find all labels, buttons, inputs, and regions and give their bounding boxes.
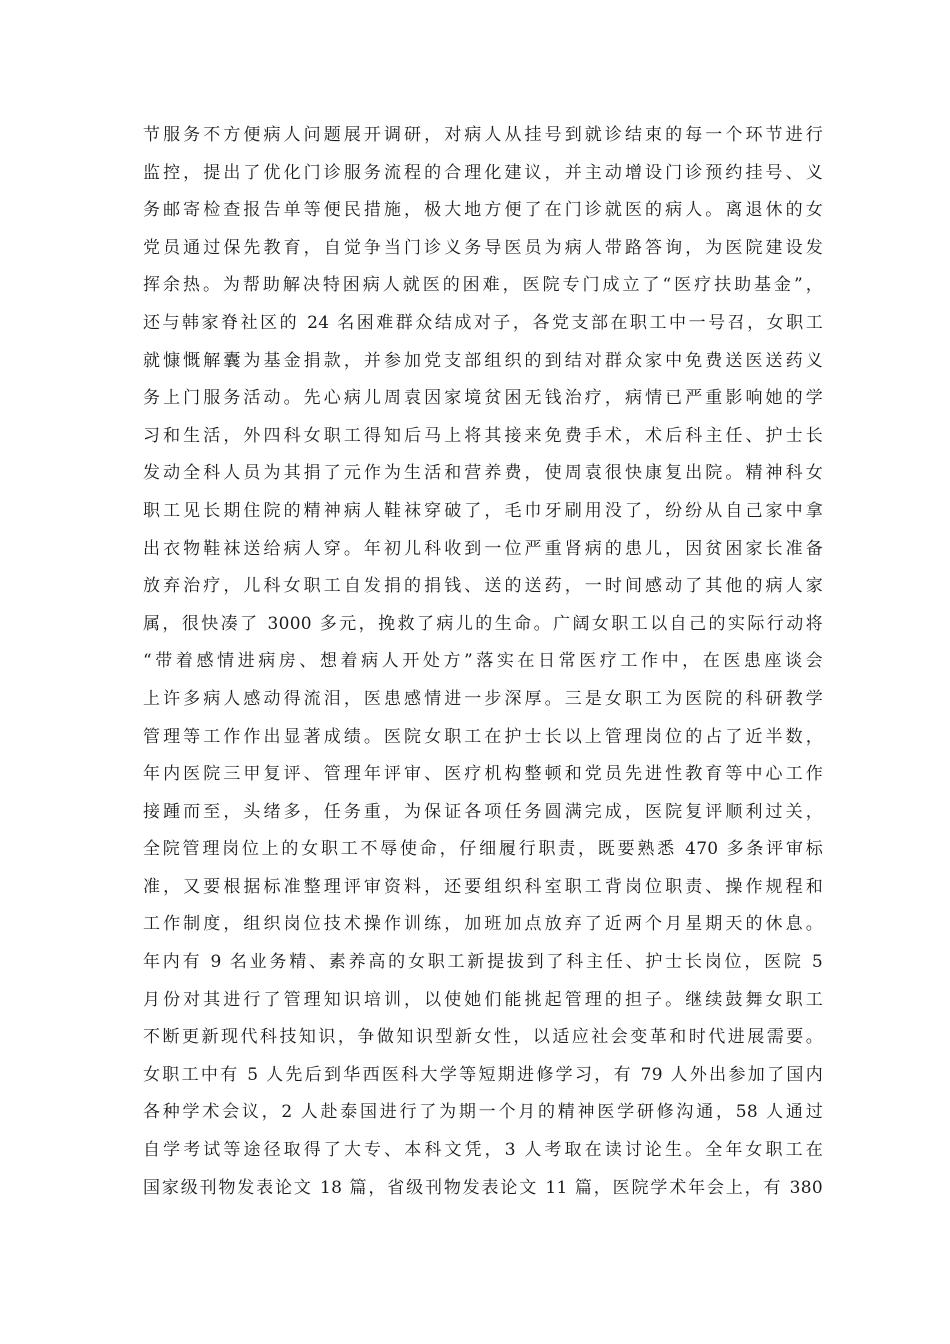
text-line: 管理等工作作出显著成绩。医院女职工在护士长以上管理岗位的占了近半数， [143, 726, 823, 747]
text-line: 年内有 9 名业务精、素养高的女职工新提拔到了科主任、护士长岗位，医院 5 [143, 952, 823, 973]
text-line: 还与韩家脊社区的 24 名困难群众结成对子，各党支部在职工中一号召，女职工 [143, 312, 823, 333]
text-line: 全院管理岗位上的女职工不辱使命，仔细履行职责，既要熟悉 470 多条评审标 [143, 839, 823, 860]
text-line: 挥余热。为帮助解决特困病人就医的困难，医院专门成立了“医疗扶助基金”， [143, 275, 823, 296]
text-line: 自学考试等途径取得了大专、本科文凭，3 人考取在读讨论生。全年女职工在 [143, 1140, 823, 1161]
text-line: 出衣物鞋袜送给病人穿。年初儿科收到一位严重肾病的患儿，因贫困家长准备 [143, 538, 823, 559]
text-line: 不断更新现代科技知识，争做知识型新女性，以适应社会变革和时代进展需要。 [143, 1027, 823, 1048]
text-line: 年内医院三甲复评、管理年评审、医疗机构整顿和党员先进性教育等中心工作 [143, 764, 823, 785]
text-line: 节服务不方便病人问题展开调研，对病人从挂号到就诊结束的每一个环节进行 [143, 125, 823, 145]
text-line: 务上门服务活动。先心病儿周袁因家境贫困无钱治疗，病情已严重影响她的学 [143, 388, 823, 409]
text-line: 党员通过保先教育，自觉争当门诊义务导医员为病人带路答询，为医院建设发 [143, 237, 823, 258]
text-line: 放弃治疗，儿科女职工自发捐的捐钱、送的送药，一时间感动了其他的病人家 [143, 576, 823, 597]
text-line: 各种学术会议，2 人赴泰国进行了为期一个月的精神医学研修沟通，58 人通过 [143, 1102, 823, 1123]
text-line: 国家级刊物发表论文 18 篇，省级刊物发表论文 11 篇，医院学术年会上，有 380 [143, 1177, 823, 1198]
text-line: 准，又要根据标准整理评审资料，还要组织科室职工背岗位职责、操作规程和 [143, 876, 823, 897]
text-line: 就慷慨解囊为基金捐款，并参加党支部组织的到结对群众家中免费送医送药义 [143, 350, 823, 371]
text-line: 职工见长期住院的精神病人鞋袜穿破了，毛巾牙刷用没了，纷纷从自己家中拿 [143, 500, 823, 521]
text-line: 习和生活，外四科女职工得知后马上将其接来免费手术，术后科主任、护士长 [143, 425, 823, 446]
text-line: 女职工中有 5 人先后到华西医科大学等短期进修学习，有 79 人外出参加了国内 [143, 1064, 823, 1085]
text-line: 工作制度，组织岗位技术操作训练，加班加点放弃了近两个月星期天的休息。 [143, 914, 823, 935]
text-line: “带着感情进病房、想着病人开处方”落实在日常医疗工作中，在医患座谈会 [143, 651, 823, 672]
text-line: 监控，提出了优化门诊服务流程的合理化建议，并主动增设门诊预约挂号、义 [143, 162, 823, 183]
text-line: 属，很快凑了 3000 多元，挽救了病儿的生命。广阔女职工以自己的实际行动将 [143, 613, 823, 634]
text-line: 上许多病人感动得流泪，医患感情进一步深厚。三是女职工为医院的科研教学 [143, 688, 823, 709]
body-paragraph [143, 117, 823, 1207]
text-line: 发动全科人员为其捐了元作为生活和营养费，使周袁很快康复出院。精神科女 [143, 463, 823, 484]
text-line: 月份对其进行了管理知识培训，以使她们能挑起管理的担子。继续鼓舞女职工 [143, 989, 823, 1010]
text-line: 务邮寄检查报告单等便民措施，极大地方便了在门诊就医的病人。离退休的女 [143, 200, 823, 221]
text-line: 接踵而至，头绪多，任务重，为保证各项任务圆满完成，医院复评顺利过关， [143, 801, 823, 822]
